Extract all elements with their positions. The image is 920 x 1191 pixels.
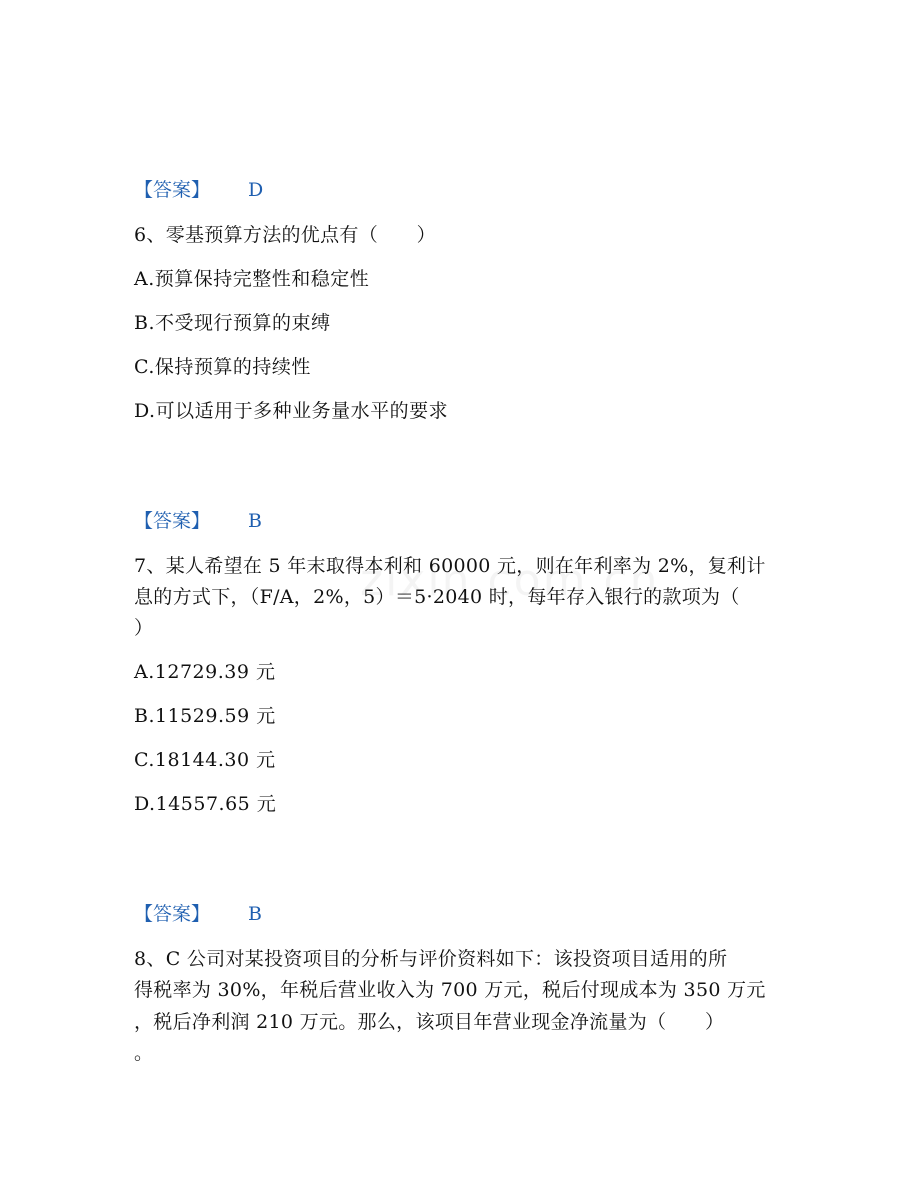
answer-tag: 【答案】 [134, 179, 211, 201]
question-stem-line: 7、某人希望在 5 年末取得本利和 60000 元，则在年利率为 2%，复利计 [134, 555, 766, 577]
answer-value: D [248, 179, 264, 201]
question-stem-line: 。 [134, 1042, 154, 1064]
option-c: C.18144.30 元 [134, 749, 276, 771]
option-b: B.不受现行预算的束缚 [134, 312, 331, 334]
question-stem: 6、零基预算方法的优点有（ ） [134, 224, 436, 246]
question-stem-line: ，税后净利润 210 万元。那么，该项目年营业现金净流量为（ ） [134, 1011, 725, 1033]
answer-line [134, 509, 262, 533]
question-stem-line: 息的方式下，（F/A，2%，5）＝5·2040 时，每年存入银行的款项为（ [134, 586, 740, 608]
question-stem-line: 得税率为 30%，年税后营业收入为 700 万元，税后付现成本为 350 万元 [134, 979, 766, 1001]
answer-tag: 【答案】 [134, 903, 211, 925]
option-d: D.14557.65 元 [134, 793, 277, 815]
option-a: A.预算保持完整性和稳定性 [134, 268, 370, 290]
option-a: A.12729.39 元 [134, 661, 276, 683]
option-b: B.11529.59 元 [134, 705, 276, 727]
answer-value: B [248, 510, 262, 532]
answer-line [134, 902, 262, 926]
option-c: C.保持预算的持续性 [134, 356, 311, 378]
answer-line [134, 178, 263, 202]
answer-value: B [248, 903, 262, 925]
question-stem-line: 8、C 公司对某投资项目的分析与评价资料如下：该投资项目适用的所 [134, 948, 728, 970]
option-d: D.可以适用于多种业务量水平的要求 [134, 400, 449, 422]
question-stem-line: ） [134, 617, 154, 639]
answer-tag: 【答案】 [134, 510, 211, 532]
